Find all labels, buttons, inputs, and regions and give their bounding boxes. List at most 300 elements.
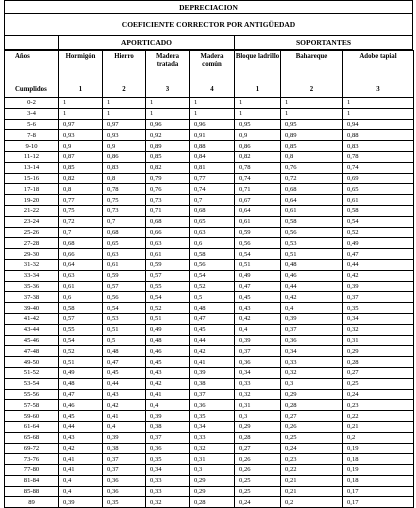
coefficient-cell: 0,3: [235, 411, 281, 422]
coefficient-cell: 0,75: [59, 205, 103, 216]
coefficient-cell: 0,65: [190, 216, 235, 227]
table-row: [5, 497, 414, 508]
coefficient-cell: 0,4: [59, 486, 103, 497]
table-row: [5, 281, 414, 292]
column-header-row: [5, 51, 414, 98]
coefficient-cell: 0,42: [190, 346, 235, 357]
age-range-cell: 49-50: [5, 357, 59, 368]
coefficient-cell: 0,25: [281, 432, 343, 443]
coefficient-cell: 0,77: [59, 195, 103, 206]
coefficient-cell: 0,26: [281, 421, 343, 432]
age-range-cell: 77-80: [5, 465, 59, 476]
coefficient-cell: 0,31: [343, 335, 414, 346]
table-row: [5, 130, 414, 141]
coefficient-cell: 0,88: [343, 130, 414, 141]
table-row: [5, 108, 414, 119]
age-range-cell: 33-34: [5, 270, 59, 281]
coefficient-cell: 0,64: [235, 205, 281, 216]
coefficient-cell: 0,33: [281, 357, 343, 368]
column-header-index: 3: [376, 86, 380, 93]
column-header: [235, 51, 281, 98]
coefficient-cell: 0,78: [103, 184, 146, 195]
coefficient-cell: 0,75: [103, 195, 146, 206]
coefficient-cell: 0,37: [343, 292, 414, 303]
age-range-cell: 13-14: [5, 162, 59, 173]
coefficient-cell: 0,52: [146, 303, 190, 314]
coefficient-cell: 0,28: [190, 497, 235, 508]
coefficient-cell: 0,39: [146, 411, 190, 422]
coefficient-cell: 1: [343, 108, 414, 119]
column-header-index: 2: [309, 86, 314, 93]
coefficient-cell: 0,36: [281, 335, 343, 346]
coefficient-cell: 0,5: [103, 335, 146, 346]
coefficient-cell: 0,41: [59, 465, 103, 476]
column-header-name: Bloque ladrillo: [235, 53, 280, 60]
coefficient-cell: 0,29: [235, 421, 281, 432]
coefficient-cell: 0,44: [343, 259, 414, 270]
coefficient-cell: 0,34: [343, 313, 414, 324]
page-title: DEPRECIACION: [4, 0, 413, 14]
coefficient-cell: 0,56: [103, 292, 146, 303]
column-header: [190, 51, 235, 98]
column-header-index: 3: [165, 86, 170, 93]
coefficient-cell: 1: [146, 108, 190, 119]
coefficient-cell: 0,21: [281, 475, 343, 486]
coefficient-cell: 0,72: [59, 216, 103, 227]
coefficient-cell: 0,38: [103, 443, 146, 454]
age-range-cell: 21-22: [5, 205, 59, 216]
coefficient-cell: 0,33: [146, 486, 190, 497]
coefficient-cell: 0,47: [343, 249, 414, 260]
table-row: [5, 475, 414, 486]
coefficient-cell: 0,49: [59, 367, 103, 378]
column-header: [5, 51, 59, 98]
table-row: [5, 205, 414, 216]
age-range-cell: 37-38: [5, 292, 59, 303]
coefficient-cell: 0,8: [103, 173, 146, 184]
coefficient-cell: 0,41: [190, 357, 235, 368]
coefficient-cell: 0,61: [343, 195, 414, 206]
coefficient-cell: 0,58: [59, 303, 103, 314]
table-row: [5, 465, 414, 476]
column-header-index: 1: [78, 86, 83, 93]
table-row: [5, 378, 414, 389]
age-range-cell: 89: [5, 497, 59, 508]
table-row: [5, 184, 414, 195]
age-range-cell: 73-76: [5, 454, 59, 465]
coefficient-cell: 0,85: [146, 151, 190, 162]
coefficient-cell: 0,25: [343, 378, 414, 389]
coefficient-cell: 0,5: [190, 292, 235, 303]
age-range-cell: 27-28: [5, 238, 59, 249]
coefficient-cell: 0,4: [59, 475, 103, 486]
coefficient-cell: 0,54: [59, 335, 103, 346]
table-row: [5, 432, 414, 443]
age-range-cell: 29-30: [5, 249, 59, 260]
coefficient-cell: 0,58: [281, 216, 343, 227]
coefficient-cell: 0,47: [59, 389, 103, 400]
coefficient-cell: 0,44: [281, 281, 343, 292]
coefficient-cell: 0,55: [59, 324, 103, 335]
table-row: [5, 324, 414, 335]
coefficient-cell: 0,3: [190, 465, 235, 476]
column-header-index: 2: [122, 86, 126, 93]
coefficient-cell: 0,35: [190, 411, 235, 422]
coefficient-cell: 0,26: [235, 465, 281, 476]
coefficient-cell: 0,68: [59, 238, 103, 249]
coefficient-cell: 0,2: [281, 497, 343, 508]
coefficient-cell: 0,23: [281, 454, 343, 465]
age-range-cell: 11-12: [5, 151, 59, 162]
coefficient-cell: 0,18: [343, 454, 414, 465]
coefficient-cell: 0,43: [103, 389, 146, 400]
coefficient-cell: 0,55: [146, 281, 190, 292]
coefficient-cell: 0,68: [146, 216, 190, 227]
coefficient-cell: 0,58: [190, 249, 235, 260]
coefficient-cell: 1: [190, 98, 235, 109]
table-row: [5, 303, 414, 314]
coefficient-cell: 0,32: [146, 497, 190, 508]
coefficient-cell: 0,86: [235, 141, 281, 152]
coefficient-cell: 0,27: [235, 443, 281, 454]
coefficient-cell: 1: [103, 108, 146, 119]
coefficient-cell: 1: [190, 108, 235, 119]
coefficient-cell: 1: [103, 98, 146, 109]
coefficient-cell: 0,37: [281, 324, 343, 335]
coefficient-cell: 0,71: [235, 184, 281, 195]
coefficient-cell: 0,39: [59, 497, 103, 508]
coefficient-cell: 0,39: [103, 432, 146, 443]
coefficient-cell: 0,53: [281, 238, 343, 249]
coefficient-cell: 0,83: [103, 162, 146, 173]
coefficient-cell: 0,71: [146, 205, 190, 216]
coefficient-cell: 0,37: [235, 346, 281, 357]
coefficient-cell: 0,59: [235, 227, 281, 238]
coefficient-cell: 0,29: [190, 475, 235, 486]
coefficient-cell: 0,43: [59, 432, 103, 443]
coefficient-cell: 0,4: [146, 400, 190, 411]
coefficient-cell: 0,49: [235, 270, 281, 281]
coefficient-cell: 0,29: [281, 389, 343, 400]
coefficient-cell: 0,42: [343, 270, 414, 281]
coefficient-cell: 0,19: [343, 443, 414, 454]
age-range-cell: 41-42: [5, 313, 59, 324]
coefficient-cell: 1: [235, 108, 281, 119]
table-row: [5, 400, 414, 411]
table-row: [5, 346, 414, 357]
coefficient-cell: 0,25: [235, 486, 281, 497]
group-header-row: [4, 36, 413, 50]
coefficient-cell: 0,46: [146, 346, 190, 357]
coefficient-cell: 1: [59, 108, 103, 119]
coefficient-cell: 0,68: [281, 184, 343, 195]
coefficient-cell: 0,57: [103, 281, 146, 292]
coefficient-cell: 0,47: [190, 313, 235, 324]
table-row: [5, 227, 414, 238]
coefficient-cell: 0,76: [146, 184, 190, 195]
table-row: [5, 389, 414, 400]
age-range-cell: 61-64: [5, 421, 59, 432]
coefficient-cell: 0,53: [103, 313, 146, 324]
coefficient-cell: 0,65: [343, 184, 414, 195]
column-header-index: 1: [255, 86, 260, 93]
coefficient-cell: 0,37: [190, 389, 235, 400]
age-range-cell: 5-6: [5, 119, 59, 130]
table-row: [5, 249, 414, 260]
coefficient-cell: 0,36: [190, 400, 235, 411]
coefficient-cell: 0,93: [103, 130, 146, 141]
age-range-cell: 31-32: [5, 259, 59, 270]
coefficient-cell: 0,32: [281, 367, 343, 378]
group-spacer: [4, 36, 58, 50]
table-row: [5, 357, 414, 368]
coefficient-cell: 0,35: [103, 497, 146, 508]
coefficient-cell: 1: [146, 98, 190, 109]
depreciation-table: [4, 50, 414, 508]
coefficient-cell: 0,87: [59, 151, 103, 162]
coefficient-cell: 0,95: [235, 119, 281, 130]
coefficient-cell: 0,38: [190, 378, 235, 389]
coefficient-cell: 0,27: [343, 367, 414, 378]
coefficient-cell: 0,47: [235, 281, 281, 292]
coefficient-cell: 0,93: [59, 130, 103, 141]
coefficient-cell: 0,64: [281, 195, 343, 206]
coefficient-cell: 0,74: [190, 184, 235, 195]
coefficient-cell: 0,45: [146, 357, 190, 368]
table-row: [5, 151, 414, 162]
coefficient-cell: 0,46: [59, 400, 103, 411]
coefficient-cell: 0,56: [235, 238, 281, 249]
coefficient-cell: 0,48: [190, 303, 235, 314]
coefficient-cell: 0,48: [59, 378, 103, 389]
coefficient-cell: 0,7: [59, 227, 103, 238]
coefficient-cell: 0,41: [146, 389, 190, 400]
coefficient-cell: 0,97: [59, 119, 103, 130]
coefficient-cell: 0,43: [146, 367, 190, 378]
coefficient-cell: 0,76: [281, 162, 343, 173]
coefficient-cell: 0,66: [59, 249, 103, 260]
coefficient-cell: 0,34: [281, 346, 343, 357]
age-range-cell: 43-44: [5, 324, 59, 335]
coefficient-cell: 0,42: [146, 378, 190, 389]
coefficient-cell: 0,26: [235, 454, 281, 465]
coefficient-cell: 0,59: [103, 270, 146, 281]
age-range-cell: 81-84: [5, 475, 59, 486]
age-range-cell: 53-54: [5, 378, 59, 389]
coefficient-cell: 0,78: [343, 151, 414, 162]
column-header-index: Cumplidos: [15, 86, 47, 93]
coefficient-cell: 0,54: [235, 249, 281, 260]
coefficient-cell: 0,9: [103, 141, 146, 152]
coefficient-cell: 0,32: [190, 443, 235, 454]
coefficient-cell: 0,34: [190, 421, 235, 432]
coefficient-cell: 0,73: [146, 195, 190, 206]
coefficient-cell: 0,36: [146, 443, 190, 454]
coefficient-cell: 0,91: [190, 130, 235, 141]
coefficient-cell: 1: [59, 98, 103, 109]
column-header-name: Hierro: [114, 53, 134, 60]
coefficient-cell: 0,35: [343, 303, 414, 314]
table-row: [5, 259, 414, 270]
table-row: [5, 313, 414, 324]
coefficient-cell: 0,7: [190, 195, 235, 206]
coefficient-cell: 0,54: [343, 216, 414, 227]
coefficient-cell: 0,41: [59, 454, 103, 465]
coefficient-cell: 0,38: [146, 421, 190, 432]
coefficient-cell: 0,8: [281, 151, 343, 162]
coefficient-cell: 0,51: [146, 313, 190, 324]
age-range-cell: 25-26: [5, 227, 59, 238]
coefficient-cell: 0,7: [103, 216, 146, 227]
coefficient-cell: 0,77: [190, 173, 235, 184]
coefficient-cell: 0,52: [59, 346, 103, 357]
age-range-cell: 55-56: [5, 389, 59, 400]
coefficient-cell: 0,9: [59, 141, 103, 152]
coefficient-cell: 0,78: [235, 162, 281, 173]
coefficient-cell: 0,39: [343, 281, 414, 292]
coefficient-cell: 0,8: [59, 184, 103, 195]
age-range-cell: 59-60: [5, 411, 59, 422]
coefficient-cell: 0,65: [103, 238, 146, 249]
age-range-cell: 0-2: [5, 98, 59, 109]
age-range-cell: 15-16: [5, 173, 59, 184]
coefficient-cell: 0,51: [103, 324, 146, 335]
coefficient-cell: 0,48: [281, 259, 343, 270]
coefficient-cell: 0,57: [59, 313, 103, 324]
column-header: [343, 51, 414, 98]
table-row: [5, 173, 414, 184]
table-row: [5, 335, 414, 346]
column-header-name: Adobe tapial: [359, 53, 397, 60]
coefficient-cell: 0,29: [190, 486, 235, 497]
coefficient-cell: 0,31: [235, 400, 281, 411]
coefficient-cell: 0,45: [59, 411, 103, 422]
table-row: [5, 443, 414, 454]
coefficient-cell: 0,94: [343, 119, 414, 130]
coefficient-cell: 0,19: [343, 465, 414, 476]
group-soportantes: SOPORTANTES: [234, 36, 413, 50]
coefficient-cell: 0,68: [190, 205, 235, 216]
coefficient-cell: 0,85: [59, 162, 103, 173]
coefficient-cell: 0,32: [235, 389, 281, 400]
age-range-cell: 85-88: [5, 486, 59, 497]
table-row: [5, 162, 414, 173]
coefficient-cell: 0,54: [103, 303, 146, 314]
age-range-cell: 9-10: [5, 141, 59, 152]
coefficient-cell: 0,35: [146, 454, 190, 465]
coefficient-cell: 1: [235, 98, 281, 109]
age-range-cell: 7-8: [5, 130, 59, 141]
coefficient-cell: 0,66: [146, 227, 190, 238]
coefficient-cell: 0,57: [146, 270, 190, 281]
age-range-cell: 45-46: [5, 335, 59, 346]
table-row: [5, 270, 414, 281]
coefficient-cell: 0,61: [103, 259, 146, 270]
coefficient-cell: 0,39: [190, 367, 235, 378]
coefficient-cell: 0,29: [343, 346, 414, 357]
coefficient-cell: 0,82: [235, 151, 281, 162]
coefficient-cell: 0,24: [235, 497, 281, 508]
column-header-name: Madera común: [200, 53, 224, 68]
coefficient-cell: 0,88: [190, 141, 235, 152]
table-row: [5, 421, 414, 432]
coefficient-cell: 0,45: [235, 292, 281, 303]
column-header: [59, 51, 103, 98]
column-header: [281, 51, 343, 98]
table-row: [5, 411, 414, 422]
age-range-cell: 47-48: [5, 346, 59, 357]
coefficient-cell: 0,48: [103, 346, 146, 357]
coefficient-cell: 0,61: [235, 216, 281, 227]
coefficient-cell: 0,34: [146, 465, 190, 476]
coefficient-cell: 0,21: [281, 486, 343, 497]
age-range-cell: 69-72: [5, 443, 59, 454]
coefficient-cell: 0,32: [343, 324, 414, 335]
coefficient-cell: 0,24: [281, 443, 343, 454]
coefficient-cell: 0,28: [343, 357, 414, 368]
coefficient-cell: 0,39: [235, 335, 281, 346]
coefficient-cell: 1: [343, 98, 414, 109]
age-range-cell: 65-68: [5, 432, 59, 443]
coefficient-cell: 0,67: [235, 195, 281, 206]
age-range-cell: 51-52: [5, 367, 59, 378]
coefficient-cell: 0,56: [281, 227, 343, 238]
coefficient-cell: 0,73: [103, 205, 146, 216]
coefficient-cell: 0,89: [146, 141, 190, 152]
coefficient-cell: 0,82: [146, 162, 190, 173]
table-row: [5, 195, 414, 206]
coefficient-cell: 0,25: [235, 475, 281, 486]
coefficient-cell: 0,44: [103, 378, 146, 389]
coefficient-cell: 0,49: [146, 324, 190, 335]
column-header-index: 4: [210, 86, 214, 93]
coefficient-cell: 0,95: [281, 119, 343, 130]
coefficient-cell: 0,6: [59, 292, 103, 303]
coefficient-cell: 0,63: [59, 270, 103, 281]
coefficient-cell: 0,79: [146, 173, 190, 184]
coefficient-cell: 0,2: [343, 432, 414, 443]
coefficient-cell: 0,33: [235, 378, 281, 389]
table-row: [5, 216, 414, 227]
coefficient-cell: 0,84: [190, 151, 235, 162]
coefficient-cell: 0,46: [281, 270, 343, 281]
coefficient-cell: 1: [281, 98, 343, 109]
coefficient-cell: 0,17: [343, 497, 414, 508]
coefficient-cell: 0,36: [103, 486, 146, 497]
table-body: [5, 98, 414, 508]
coefficient-cell: 0,36: [235, 357, 281, 368]
table-row: [5, 292, 414, 303]
coefficient-cell: 0,97: [103, 119, 146, 130]
coefficient-cell: 0,52: [190, 281, 235, 292]
table-row: [5, 454, 414, 465]
coefficient-cell: 0,44: [59, 421, 103, 432]
coefficient-cell: 0,82: [59, 173, 103, 184]
coefficient-cell: 0,36: [103, 475, 146, 486]
age-range-cell: 3-4: [5, 108, 59, 119]
coefficient-cell: 0,28: [235, 432, 281, 443]
column-header: [146, 51, 190, 98]
coefficient-cell: 0,61: [281, 205, 343, 216]
table-subtitle: COEFICIENTE CORRECTOR POR ANTIGÜEDAD: [4, 14, 413, 36]
coefficient-cell: 0,3: [281, 378, 343, 389]
coefficient-cell: 0,42: [235, 313, 281, 324]
age-range-cell: 17-18: [5, 184, 59, 195]
coefficient-cell: 0,74: [343, 162, 414, 173]
coefficient-cell: 0,22: [281, 465, 343, 476]
coefficient-cell: 0,47: [103, 357, 146, 368]
coefficient-cell: 0,96: [190, 119, 235, 130]
